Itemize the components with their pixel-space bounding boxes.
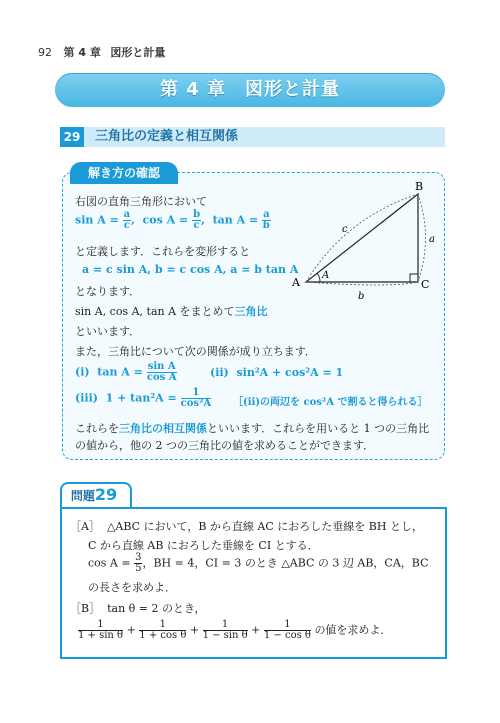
cos-fraction: $\frac{b}{c}$ <box>193 209 201 231</box>
part-a-line-1: ［A］ △ABC において，B から直線 AC におろした垂線を BH とし， <box>70 520 423 533</box>
running-header <box>38 44 165 60</box>
part-b-line-1: ［B］ tan θ = 2 のとき， <box>70 602 206 615</box>
side-label-b: b <box>358 291 365 302</box>
tan-lhs: tan A = <box>212 213 259 227</box>
header-chapter-title: 図形と計量 <box>110 46 166 59</box>
triangle-outline <box>306 194 418 282</box>
relation-1: (ⅰ) tan A = $\frac{\text{sin A}}{\text{cos A}}$ <box>75 361 177 383</box>
fraction-1: $\frac{1}{\text{1 + sin θ}}$ <box>78 619 124 641</box>
cos-a-fraction: $\frac{3}{5}$ <box>135 552 142 574</box>
part-b-expression: $\frac{1}{\text{1 + sin θ}}$ + $\frac{1}{\text{1 + cos θ}}$ + $\frac{1}{\text{1 − sin θ}}$ + $\frac{1}{\text{1 − cos θ}}$ の値を求めよ． <box>78 619 392 641</box>
fraction-3: $\frac{1}{\text{1 − sin θ}}$ <box>202 619 248 641</box>
vertex-B: B <box>415 180 424 193</box>
page-number: 92 <box>38 46 52 59</box>
sin-lhs: sin A = <box>75 213 119 227</box>
problem-number: 29 <box>94 485 118 504</box>
problem-label: 問題29 <box>70 485 118 504</box>
relation-3-fraction: $\frac{1}{\text{cos²A}}$ <box>180 387 212 409</box>
tan-fraction: $\frac{a}{b}$ <box>262 209 270 231</box>
method-line-6: sin A, cos A, tan A をまとめて三角比 <box>75 305 268 318</box>
part-a-line-4: の長さを求めよ． <box>88 581 176 594</box>
relation-3-note: ［(ⅱ)の両辺を cos²A で割ると得られる］ <box>233 397 428 408</box>
method-line-7: といいます． <box>75 325 141 338</box>
right-triangle-figure <box>290 178 440 303</box>
section-title: 三角比の定義と相互関係 <box>95 129 239 144</box>
fraction-4: $\frac{1}{\text{1 − cos θ}}$ <box>263 619 311 641</box>
term-mutual-relation: 三角比の相互関係 <box>119 422 207 435</box>
term-trig-ratio: 三角比 <box>234 305 268 318</box>
side-a-brace <box>418 194 426 282</box>
chapter-title: 第 4 章 図形と計量 <box>159 79 341 100</box>
part-a-line-2: C から直線 AB におろした垂線を CI とする． <box>88 539 319 552</box>
method-line-3: と定義します．これらを変形すると <box>75 245 251 258</box>
part-b-tail: の値を求めよ． <box>314 623 392 637</box>
relation-1-fraction: $\frac{\text{sin A}}{\text{cos A}}$ <box>146 361 177 383</box>
part-a-line-3: cos A = $\frac{3}{5}$ ，BH = 4，CI = 3 のとき △ABC の 3 辺 AB，CA，BC <box>88 552 429 574</box>
angle-label: A <box>322 270 330 281</box>
right-angle-mark <box>410 274 418 282</box>
method-line-8: また，三角比について次の関係が成り立ちます． <box>75 345 316 358</box>
relation-3: (ⅲ) 1 + tan²A = $\frac{1}{\text{cos²A}}$ <box>75 387 212 409</box>
section-number: 29 <box>60 127 84 147</box>
side-label-c: c <box>342 224 348 235</box>
sin-fraction: $\frac{a}{c}$ <box>123 209 131 231</box>
side-label-a: a <box>429 234 435 245</box>
method-line-11: の値から，他の 2 つの三角比の値を求めることができます． <box>75 439 375 452</box>
definition-line: sin A = $\frac{a}{c}$ , cos A = $\frac{b}{c}$ , tan A = $\frac{a}{b}$ <box>75 209 270 231</box>
method-line-intro: 右図の直角三角形において <box>75 195 207 208</box>
method-line-5: となります． <box>75 285 141 298</box>
fraction-2: $\frac{1}{\text{1 + cos θ}}$ <box>139 619 187 641</box>
method-line-10: これらを三角比の相互関係といいます．これらを用いると 1 つの三角比 <box>75 422 430 435</box>
method-tab: 解き方の確認 <box>70 162 178 184</box>
cos-lhs: cos A = <box>142 213 189 227</box>
vertex-C: C <box>421 278 430 291</box>
header-chapter: 第 4 章 <box>63 46 101 59</box>
angle-arc <box>317 273 320 282</box>
vertex-A: A <box>292 276 300 289</box>
relation-2: (ⅱ) sin²A + cos²A = 1 <box>210 366 344 379</box>
transform-line: a = c sin A, b = c cos A, a = b tan A <box>82 263 299 276</box>
